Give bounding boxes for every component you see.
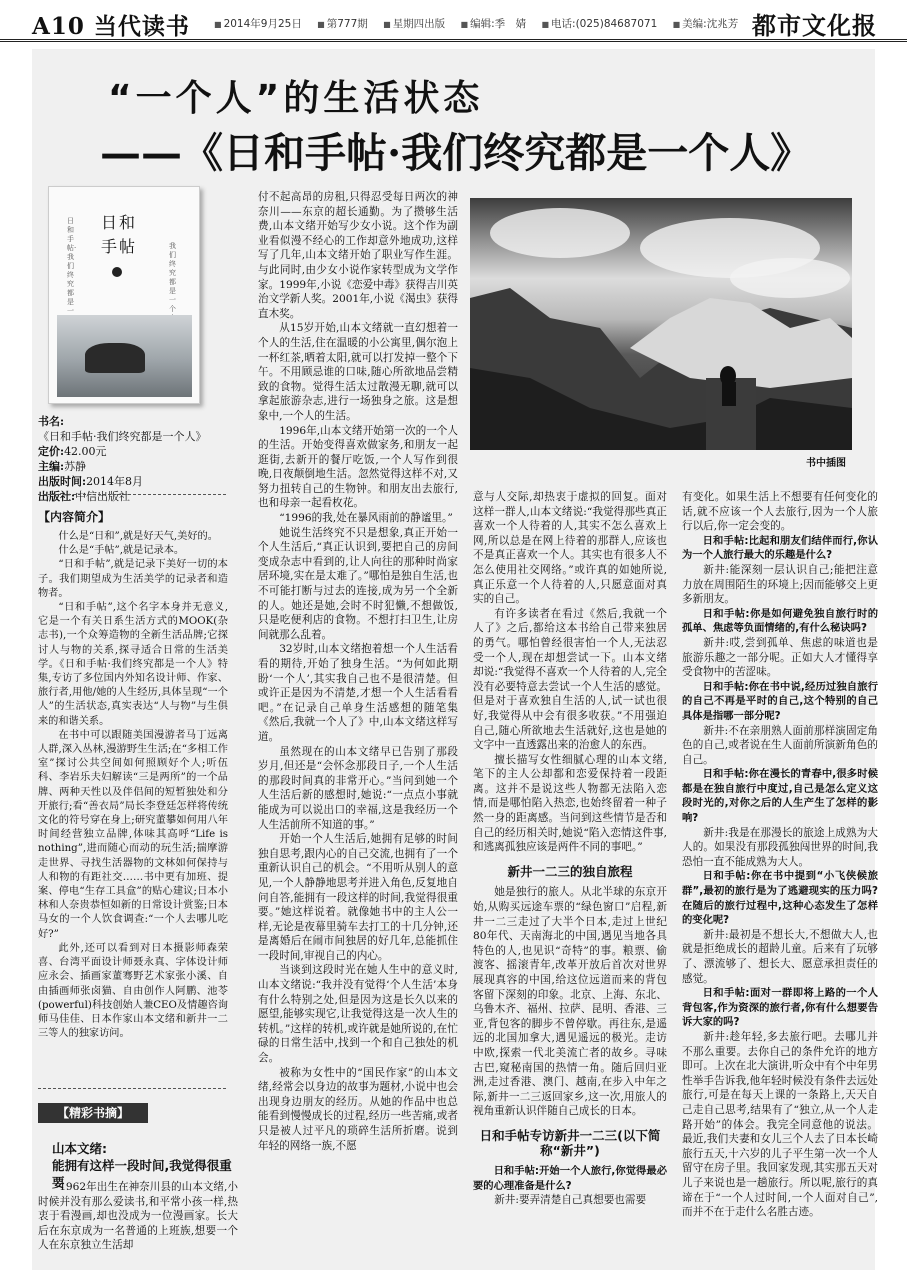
col3-paragraph: 有许多读者在看过《然后,我就一个人了》之后,都给这本书给自己带来独居的勇气。哪怕曾经很害怕一个人,无法忍受一个人,现在却想尝试一下。山本文绪却说:“我觉得不喜欢一个人待着的人,完全没有必要特意去尝试一个人生活的感觉。但是对于喜欢独自生活的人,试一试也很好,我觉得从中会有很多收获。”不用强迫自己,随心所欲地去生活就好,这也是她的文字中一直透露出来的治愈人的东西。 [473, 607, 667, 752]
intro-paragraph: 什么是“日和”,就是好天气,美好的。 [58, 531, 218, 542]
header-weekday: ■ 星期四出版 [383, 18, 445, 30]
book-cover-dot-icon [112, 267, 122, 277]
interview-answer: 新井:我是在那漫长的旅途上成熟为大人的。如果没有那段孤独闯世界的时间,我恐怕一直不能成熟为大人。 [682, 826, 878, 868]
book-cover-photo [57, 315, 192, 397]
mountain-silhouette [470, 268, 852, 450]
col2-paragraph: 虽然现在的山本文绪早已告别了那段岁月,但还是“会怀念那段日子,一个人生活的那段时间真的非常开心。”当问到她一个人生活后新的感想时,她说:“一点点小事就能成为可以说出口的幸福,这是我经历一个人生活前所不知道的事。” [258, 745, 458, 831]
intro-paragraph: 此外,还可以看到对日本摄影师森荣喜、台湾平面设计师聂永真、字体设计师应永会、插画家董骞野艺术家张小溪、自由插画师张卤猫、自由创作人阿鹏、池苓(powerful)科技创始人兼CEO及情趣咨询师马佳佳、日本作家山本文绪和新井一二三等人的独家访问。 [38, 942, 228, 1040]
interview-answer: 新井:不在亲朋熟人面前那样演固定角色的自己,或者说在生人面前所演新角色的自己。 [682, 724, 878, 766]
article-column-3 [473, 490, 667, 1208]
interview-answer: 新井:趁年轻,多去旅行吧。去哪儿并不那么重要。去你自己的条件允许的地方即可。上次在北大演讲,听众中有个中年男性举手告诉我,他年轻时候没有条件去远处旅行,可是在每天上课的一条路上,天天自己走自己思考,结果有了“独立,从一个人走路开始”的体会。我完全同意他的说法。最近,我们夫妻和女儿三个人去了日本长崎旅行五天,十六岁的儿子平生第一次一个人留守在房子里。我回家发现,其实那五天对儿子来说也是一趟旅行。所以呢,旅行的真谛在于“一个人过时间,一个人面对自己”,而并不在于走什么名胜古迹。 [682, 1030, 878, 1219]
header-editor: ■ 编辑:季 婧 [461, 18, 527, 30]
headline-line1: “一个人”的生活状态 [108, 78, 484, 119]
divider [38, 1088, 226, 1089]
excerpt-body: 1962年出生在神奈川县的山本文绪,小时候并没有那么爱读书,和平常小孩一样,热衷于看漫画,却也没成为一位漫画家。长大后在东京成为一名普通的上班族,想要一个人在东京独立生活却 [38, 1181, 238, 1252]
col2-paragraph: 1996年,山本文绪开始第一次的一个人的生活。开始变得喜欢做家务,和朋友一起逛街,去新开的餐厅吃饭,一个人写作到很晚,日夜颠倒地生活。忽然觉得这样不对,又努力扭转自己的生物钟。和朋友出去旅行,也和母亲一起看枚花。 [258, 424, 458, 510]
interview-answer: 新井:能深刻一层认识自己;能把注意力放在周围陌生的环境上;因而能够交上更多新朋友。 [682, 563, 878, 606]
col2-paragraph: 当谈到这段时光在她人生中的意义时,山本文绪说:“我并没有觉得‘个人生活’本身有什么特别之处,但是因为这是长久以来的愿望,能够实现它,让我觉得这是一次人生的转机。”这样的转机,或许就是她所说的,在忙碌的日常生活中,找到一个和自己独处的机会。 [258, 964, 458, 1065]
book-cover-vertical-text: 日和手帖·我们终究都是一 [67, 217, 77, 315]
intro-paragraph: “日和手帖”,这个名字本身并无意义,它是一个有关日系生活方式的MOOK(杂志书),一个众筹造物的全新生活品牌;它探讨人与物的关系,探寻适合日常的生活美学。《日和手帖·我们终究都是一个人》特集,专访了多位国内外知名设计师、作家、旅行者,用他/她的人生经历,具体呈现“一个人”的生活状态,真实表达“人与物”与生俱来的和谐关系。 [38, 602, 228, 727]
interview-question: 日和手帖:面对一群即将上路的一个人背包客,作为资深的旅行者,你有什么想要告诉大家的吗? [682, 987, 878, 1029]
interview-answer: 新井:最初是不想长大,不想做大人,也就是拒绝成长的超龄儿童。后来有了玩够了、漂流够了、想长大、愿意承担责任的感觉。 [682, 928, 878, 985]
article-column-2 [258, 190, 458, 1153]
info-name: 书名:《日和手帖·我们终究都是一个人》 [38, 415, 207, 443]
headline-line2: ——《日和手帖·我们终究都是一个人》 [100, 129, 812, 177]
intro-paragraph: 在书中可以跟随美国漫游者马丁远离人群,深入丛林,漫游野生生活;在“多相工作室”探讨公共空间如何照顾好个人;听伍科、李岩乐夫妇解读“三是两所”的一个品牌、两种天性以及伴侣间的短暂独处和分开旅行;看“善衣局”局长李登廷怎样将传统文化的符号穿在身上;研究董攀如何用八年时间经营独立品牌,体味其高呼“Life is nothing”,进而随心而动的玩生活;揣摩游走世界、寻找生活器物的文林如何保持与人和物的有距社交……书中更有加班、提案、停电“生存工具盒”的贴心建议;日本小林和人奈贵恭恒如新的日常设计赏鉴;日本马女的一个人饮食调查:“一个人去哪儿吃好?” [38, 729, 228, 940]
interview-question: 日和手帖:你在漫长的青春中,很多时候都是在独自旅行中度过,自己是怎么定义这段时光的,对你之后的人生产生了怎样的影响? [682, 768, 878, 825]
intro-column [38, 530, 228, 1041]
book-cover-subtitle: 我们终究都是一个 [169, 242, 176, 313]
intro-paragraph: 什么是“手帖”,就是记录本。 [58, 545, 185, 557]
photo-caption: 书中插图 [806, 458, 846, 469]
newspaper-brand: 都市文化报 [752, 12, 877, 40]
header-designer: ■ 美编:沈兆芳 [673, 18, 739, 30]
interview-answer: 新井:哎,尝到孤单、焦虑的味道也是旅游乐趣之一部分呢。正如大人才懂得享受食物中的苦涩味。 [682, 636, 878, 679]
col2-paragraph: 付不起高昂的房租,只得忍受每日两次的神奈川——东京的超长通勤。为了攒够生活费,山本文绪开始写少女小说。这个作为副业看似漫不经心的工作却意外地成功,这样写了几年,山本文绪开始了职业写作生涯。与此同时,由少女小说作家转型成为文学作家。1999年,小说《恋爱中毒》获得吉川英治文学新人奖。2001年,小说《渴虫》获得直木奖。 [258, 191, 458, 320]
book-info [38, 414, 228, 504]
article-column-4 [682, 490, 878, 1220]
excerpt-tag: 【精彩书摘】 [38, 1103, 148, 1123]
col3-paragraph: 意与人交际,却热衷于虚拟的回复。面对这样一群人,山本文绪说:“我觉得那些真正喜欢一个人待着的人,其实不怎么喜欢上网,所以总是在网上待着的那群人,应该也不是真正喜欢一个人。其实也有很多人不怎么使用社交网络。”或许真的如她所说,真正乐意一个人待着的人,只愿意面对真实的自己。 [473, 491, 667, 606]
page-number-section: A10 当代读书 [32, 13, 190, 40]
book-cover [48, 186, 200, 404]
header-date: ■ 2014年9月25日 [214, 18, 302, 30]
col2-paragraph: 从15岁开始,山本文绪就一直幻想着一个人的生活,住在温暖的小公寓里,偶尔泡上一杯红茶,晒着太阳,就可以打发掉一整个下午。不用顾忌谁的口味,随心所欲地品尝精致的食物。觉得生活太过散漫无聊,就可以拿起旅游杂志,进行一场独身之旅。这是想象中,一个人的生活。 [258, 322, 458, 422]
book-cover-title: 日和手帖 [100, 213, 137, 256]
col3-paragraph: 擅长描写女性细腻心理的山本文绪,笔下的主人公却都和恋爱保持着一段距离。这并不是说这些人物都无法陷入恋情,而是哪怕陷入热恋,也始终留着一种子然一身的距离感。当问到这些情节是否和自己的经历相关时,她说“陷入恋情这件事,和逃离孤独应该是两件不同的事吧。” [473, 753, 667, 854]
intro-tag: 【内容简介】 [38, 510, 111, 524]
intro-paragraph: “日和手帖”,就是记录下美好一切的本子。我们期望成为生活美学的记录者和造物者。 [38, 559, 228, 599]
divider [38, 494, 226, 495]
info-publisher: 出版社:中信出版社 [38, 490, 131, 503]
interview-question: 日和手帖:你在书中提到“小飞侠候旅群”,最初的旅行是为了逃避现实的压力吗?在随后的旅行过程中,这种心态发生了怎样的变化呢? [682, 870, 878, 927]
info-date: 出版时间:2014年8月 [38, 475, 144, 488]
col2-paragraph: 开始一个人生活后,她拥有足够的时间独自思考,跟内心的自己交流,也拥有了一个重新认识自己的机会。“不用听从别人的意见,一个人静静地思考并进入角色,反复地自问自答,能拥有一段这样的时间,我觉得很重要。”她这样说着。就像她书中的主人公一样,无论是夜幕里骑车去打工的十几分钟,还是离婚后在闹市间独居的好几年,总能抓住一段时间,审视自己的内心。 [258, 833, 458, 962]
interview-question: 日和手帖:你是如何避免独自旅行时的孤单、焦虑等负面情绪的,有什么秘诀吗? [682, 607, 878, 635]
subhead-2: 日和手帖专访新井一二三(以下简称“新井”) [479, 1127, 661, 1158]
subhead-1: 新井一二三的独自旅程 [507, 863, 633, 879]
col2-paragraph: 被称为女性中的“国民作家”的山本文绪,经常会以身边的故事为题材,小说中也会出现身边朋友的经历。从她的作品中也总能看到慢慢成长的过程,经历一些苦痛,或者只是被人过平凡的琐碎生活所折磨。说到年轻的网络一族,不愿 [258, 1066, 458, 1152]
info-price: 定价:42.00元 [38, 445, 107, 458]
header-meta [214, 16, 750, 31]
mountain-photo [470, 198, 852, 450]
info-editor: 主编:苏静 [38, 460, 87, 473]
col4-item: 有变化。如果生活上不想要有任何变化的话,就不应该一个人去旅行,因为一个人旅行以后,你一定会变的。 [682, 491, 878, 533]
col2-paragraph: 32岁时,山本文绪抱着想一个人生活看看的期待,开始了独身生活。“为何如此期盼‘一个人’,其实我自己也不是很清楚。但或许正是因为不清楚,才想一个人生活看看吧。”在记录自己单身生活感想的随笔集《然后,我就一个人了》中,山本文绪这样写道。 [258, 643, 458, 743]
col3-paragraph: 她是独行的旅人。从北半球的东京开始,从购买远途车票的“绿色窗口”启程,新井一二三走过了大半个日本,走过上世纪80年代、天南海北的中国,遇见当地各具特色的人,也见识“奇特”的事。粮票、偷渡客、摇滚青年,改革开放后首次对世界展现真容的中国,给这位远道而来的背包客留下深刻的印象。北京、上海、东北、乌鲁木齐、福州、拉萨、昆明、香港、三亚,背包客的脚步不曾停歇。再往东,是遥远的北国加拿大,遇见遥远的极光。走访中欧,探索一代北美流亡者的故乡。寻味古巴,窥秘南国的热情一角。随后回归亚洲,走过香港、澳门、越南,在步入中年之际,新井一二三返回家乡,这一次,用旅人的视角重新认识伴随自己成长的日本。 [473, 886, 667, 1118]
header-phone: ■ 电话:(025)84687071 [541, 18, 657, 30]
interview-question: 日和手帖:开始一个人旅行,你觉得最必要的心理准备是什么? [473, 1165, 667, 1192]
col2-paragraph: “1996的我,处在暴风雨前的静谧里。” [279, 512, 453, 525]
page-header [0, 0, 907, 42]
header-issue: ■ 第777期 [317, 18, 368, 30]
col2-paragraph: 她说生活终究不只是想象,真正开始一个人生活后,“真正认识到,要把自己的房间变成杂志中看到的,让人向往的那种时尚家居环境,实在是太难了。”哪怕是独自生活,也不可能打断与过去的连接,成为另一个全新的人。她还是她,会时不时犯懒,不想做饭,只是吃便利店的食物。不想打扫卫生,让房间就那么乱着。 [258, 526, 458, 641]
interview-question: 日和手帖:比起和朋友们结伴而行,你认为一个人旅行最大的乐趣是什么? [682, 534, 878, 562]
book-cover-person-figure [85, 343, 145, 373]
interview-answer: 新井:要弄清楚自己真想要也需要 [494, 1194, 647, 1207]
excerpt-title: 山本文绪: 能拥有这样一段时间,我觉得很重要 [52, 1141, 232, 1190]
interview-question: 日和手帖:你在书中说,经历过独自旅行的自己不再是平时的自己,这个特别的自己具体是指哪一部分呢? [682, 680, 878, 722]
